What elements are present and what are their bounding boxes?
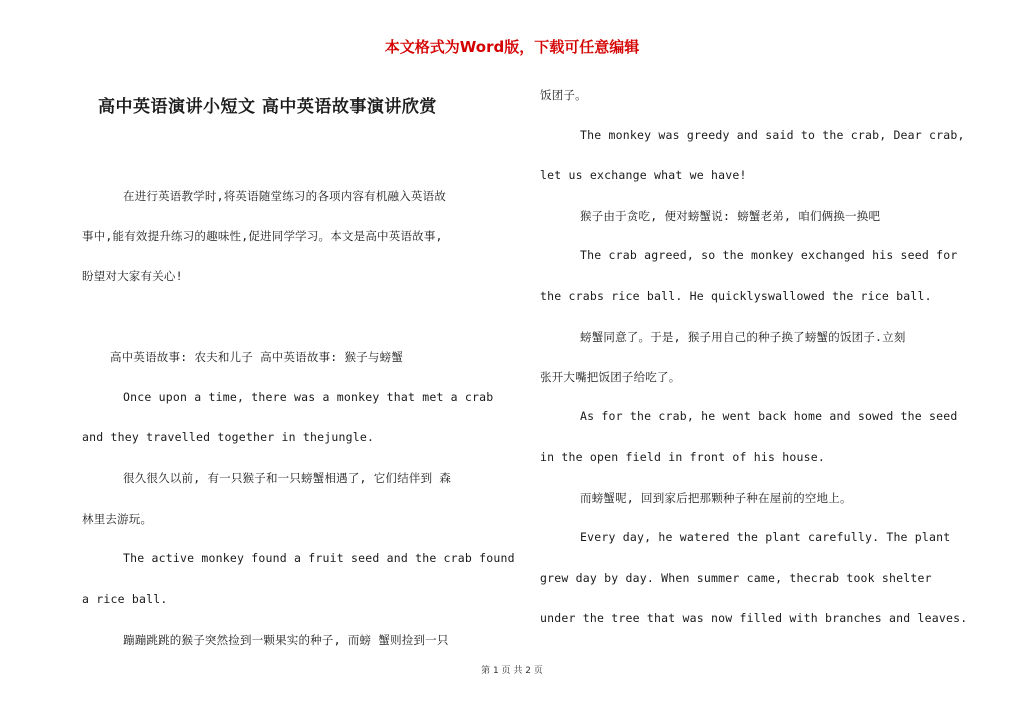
- left-line-1: Once upon a time, there was a monkey that met a crab: [123, 390, 494, 404]
- right-line-11: 而螃蟹呢, 回到家后把那颗种子种在屋前的空地上。: [580, 491, 852, 505]
- left-line-4: 林里去游玩。: [82, 512, 153, 526]
- left-line-5: The active monkey found a fruit seed and the crab found: [123, 551, 515, 565]
- right-line-6: the crabs rice ball. He quicklyswallowed the rice ball.: [540, 289, 932, 303]
- right-line-9: As for the crab, he went back home and sowed the seed: [580, 409, 958, 423]
- intro-line-1: 在进行英语教学时,将英语随堂练习的各项内容有机融入英语故: [123, 189, 447, 203]
- right-line-4: 猴子由于贪吃, 便对螃蟹说: 螃蟹老弟, 咱们俩换一换吧: [580, 209, 881, 223]
- right-line-8: 张开大嘴把饭团子给吃了。: [540, 370, 681, 384]
- right-line-13: grew day by day. When summer came, thecrab took shelter: [540, 571, 932, 585]
- right-line-14: under the tree that was now filled with branches and leaves.: [540, 611, 968, 625]
- subheading: 高中英语故事: 农夫和儿子 高中英语故事: 猴子与螃蟹: [110, 350, 404, 364]
- intro-line-2: 事中,能有效提升练习的趣味性,促进同学学习。本文是高中英语故事,: [82, 229, 443, 243]
- left-line-6: a rice ball.: [82, 592, 168, 606]
- right-line-1: 饭团子。: [540, 88, 587, 102]
- left-line-7: 蹦蹦跳跳的猴子突然捡到一颗果实的种子, 而螃 蟹则捡到一只: [123, 633, 449, 647]
- right-line-10: in the open field in front of his house.: [540, 450, 825, 464]
- right-line-7: 螃蟹同意了。于是, 猴子用自己的种子换了螃蟹的饭团子.立刻: [580, 330, 906, 344]
- right-line-12: Every day, he watered the plant carefully. The plant: [580, 530, 951, 544]
- left-line-3: 很久很久以前, 有一只猴子和一只螃蟹相遇了, 它们结伴到 森: [123, 471, 452, 485]
- page-title: 高中英语演讲小短文 高中英语故事演讲欣赏: [98, 97, 437, 117]
- word-format-banner: 本文格式为Word版，下载可任意编辑: [384, 38, 640, 56]
- right-line-5: The crab agreed, so the monkey exchanged his seed for: [580, 248, 958, 262]
- right-line-3: let us exchange what we have!: [540, 168, 747, 182]
- page-footer: 第 1 页 共 2 页: [481, 666, 543, 676]
- intro-line-3: 盼望对大家有关心!: [82, 269, 183, 283]
- left-line-2: and they travelled together in thejungle.: [82, 430, 375, 444]
- right-line-2: The monkey was greedy and said to the crab, Dear crab,: [580, 128, 965, 142]
